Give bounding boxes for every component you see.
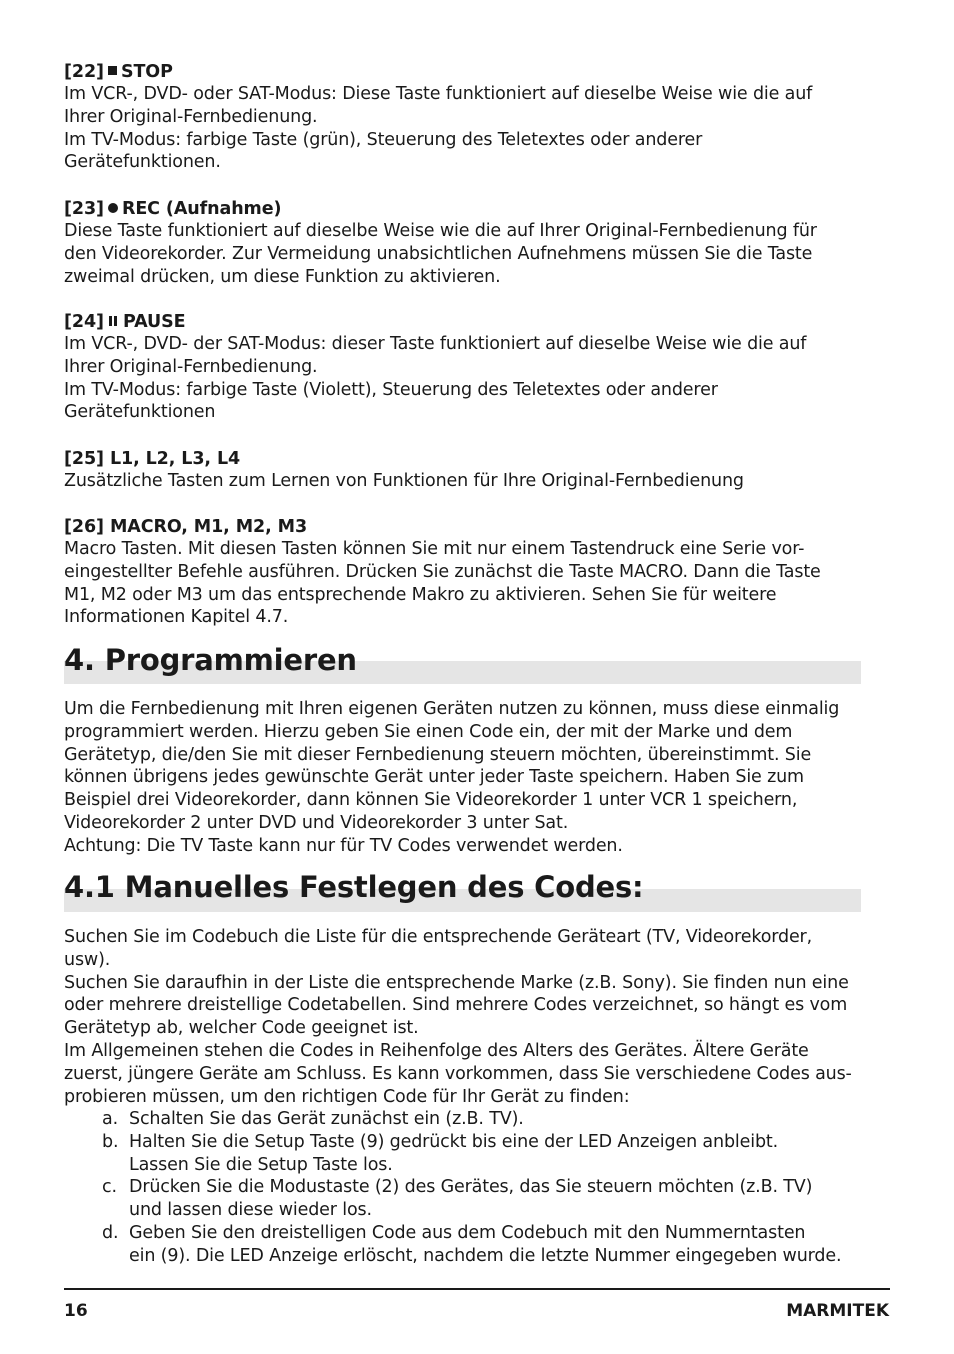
text-line: Ihrer Original-Fernbedienung.: [64, 106, 318, 127]
pause-icon: [108, 316, 119, 326]
text-line: und lassen diese wieder los.: [129, 1200, 372, 1221]
text-line: Beispiel drei Videorekorder, dann können Sie Videorekorder 1 unter VCR 1 speichern,: [64, 790, 798, 811]
text-line: Gerätefunktionen.: [64, 152, 221, 173]
page-number: 16: [64, 1301, 88, 1321]
text-line: Schalten Sie das Gerät zunächst ein (z.B. TV).: [129, 1109, 524, 1129]
text-line: den Videorekorder. Zur Vermeidung unabsichtlichen Aufnehmens müssen Sie die Taste: [64, 243, 813, 264]
list-marker: d.: [102, 1222, 119, 1243]
entry-title: STOP: [120, 62, 173, 82]
text-line: Diese Taste funktioniert auf dieselbe Weise wie die auf Ihrer Original-Fernbedienung für: [64, 221, 817, 241]
entry-title: L1, L2, L3, L4: [109, 449, 241, 469]
key-entry-23: [64, 198, 864, 288]
entry-number: [23]: [64, 199, 104, 219]
text-line: Videorekorder 2 unter DVD und Videorekorder 3 unter Sat.: [64, 812, 569, 833]
step-list: [102, 1108, 862, 1268]
list-marker: a.: [102, 1109, 118, 1129]
text-line: zuerst, jüngere Geräte am Schluss. Es kann vorkommen, dass Sie verschiedene Codes aus-: [64, 1063, 852, 1084]
text-line: Informationen Kapitel 4.7.: [64, 607, 289, 628]
text-line: Ihrer Original-Fernbedienung.: [64, 356, 318, 377]
footer-rule: [64, 1288, 890, 1290]
key-entry-24: [64, 311, 864, 424]
text-line: oder mehrere dreistellige Codetabellen. Sind mehrere Codes verzeichnet, so hängt es vom: [64, 995, 848, 1016]
list-marker: b.: [102, 1131, 119, 1152]
text-line: Im VCR-, DVD- oder SAT-Modus: Diese Taste funktioniert auf dieselbe Weise wie die auf: [64, 84, 813, 104]
text-line: eingestellter Befehle ausführen. Drücken Sie zunächst die Taste MACRO. Dann die Taste: [64, 561, 821, 582]
text-line: Im Allgemeinen stehen die Codes in Reihenfolge des Alters des Gerätes. Ältere Geräte: [64, 1040, 809, 1061]
text-line: Suchen Sie daraufhin in der Liste die entsprechende Marke (z.B. Sony). Sie finden nun eine: [64, 972, 849, 993]
entry-heading: [64, 516, 864, 538]
text-line: Um die Fernbedienung mit Ihren eigenen Geräten nutzen zu können, muss diese einmalig: [64, 699, 840, 719]
text-line: zweimal drücken, um diese Funktion zu aktivieren.: [64, 266, 501, 287]
section-title-programmieren: 4. Programmieren: [64, 643, 357, 677]
entry-description: [64, 470, 864, 493]
text-line: Lassen Sie die Setup Taste los.: [129, 1154, 393, 1175]
entry-description: [64, 538, 864, 629]
brand-name: MARMITEK: [786, 1301, 889, 1321]
text-line: Im VCR-, DVD- der SAT-Modus: dieser Taste funktioniert auf dieselbe Weise wie die auf: [64, 334, 807, 354]
text-line: Halten Sie die Setup Taste (9) gedrückt bis eine der LED Anzeigen anbleibt.: [129, 1131, 779, 1152]
entry-title: REC (Aufnahme): [121, 199, 282, 219]
text-line: M1, M2 oder M3 um das entsprechende Makro zu aktivieren. Sehen Sie für weitere: [64, 584, 777, 605]
entry-heading: [64, 61, 864, 83]
section-paragraph: [64, 698, 864, 858]
text-line: Zusätzliche Tasten zum Lernen von Funktionen für Ihre Original-Fernbedienung: [64, 471, 744, 491]
entry-description: [64, 83, 864, 174]
entry-title: MACRO, M1, M2, M3: [109, 517, 308, 537]
entry-description: [64, 220, 864, 288]
text-line: Suchen Sie im Codebuch die Liste für die entsprechende Geräteart (TV, Videorekorder,: [64, 927, 813, 947]
entry-number: [26]: [64, 517, 104, 537]
entry-description: [64, 333, 864, 424]
entry-heading: [64, 198, 864, 220]
entry-heading: [64, 311, 864, 333]
list-item: [102, 1176, 862, 1222]
text-line: Gerätefunktionen: [64, 402, 216, 423]
list-marker: c.: [102, 1177, 117, 1198]
record-icon: [108, 203, 118, 213]
text-line: probieren müssen, um den richtigen Code für Ihr Gerät zu finden:: [64, 1086, 630, 1107]
section-title-manuelles-festlegen: 4.1 Manuelles Festlegen des Codes:: [64, 870, 644, 904]
stop-icon: [108, 66, 117, 75]
entry-heading: [64, 448, 864, 470]
text-line: Gerätetyp ab, welcher Code geeignet ist.: [64, 1018, 419, 1039]
text-line: Achtung: Die TV Taste kann nur für TV Codes verwendet werden.: [64, 835, 623, 856]
entry-number: [25]: [64, 449, 104, 469]
section-paragraph: [64, 926, 864, 1108]
list-item: [102, 1108, 862, 1131]
text-line: Gerätetyp, die/den Sie mit dieser Fernbedienung steuern möchten, übereinstimmt. Sie: [64, 744, 812, 765]
entry-number: [22]: [64, 62, 104, 82]
key-entry-26: [64, 516, 864, 629]
text-line: ein (9). Die LED Anzeige erlöscht, nachdem die letzte Nummer eingegeben wurde.: [129, 1245, 842, 1266]
key-entry-25: [64, 448, 864, 493]
entry-number: [24]: [64, 312, 104, 332]
text-line: Im TV-Modus: farbige Taste (Violett), Steuerung des Teletextes oder anderer: [64, 379, 718, 400]
text-line: usw).: [64, 949, 111, 970]
entry-title: PAUSE: [122, 312, 186, 332]
list-item: [102, 1222, 862, 1268]
key-entry-22: [64, 61, 864, 174]
text-line: programmiert werden. Hierzu geben Sie einen Code ein, der mit der Marke und dem: [64, 721, 793, 742]
text-line: Geben Sie den dreistelligen Code aus dem Codebuch mit den Nummerntasten: [129, 1222, 806, 1243]
text-line: Im TV-Modus: farbige Taste (grün), Steuerung des Teletextes oder anderer: [64, 129, 703, 150]
text-line: können übrigens jedes gewünschte Gerät unter jeder Taste speichern. Haben Sie zum: [64, 767, 804, 788]
text-line: Macro Tasten. Mit diesen Tasten können Sie mit nur einem Tastendruck eine Serie vor-: [64, 539, 805, 559]
list-item: [102, 1131, 862, 1177]
text-line: Drücken Sie die Modustaste (2) des Gerätes, das Sie steuern möchten (z.B. TV): [129, 1177, 813, 1198]
